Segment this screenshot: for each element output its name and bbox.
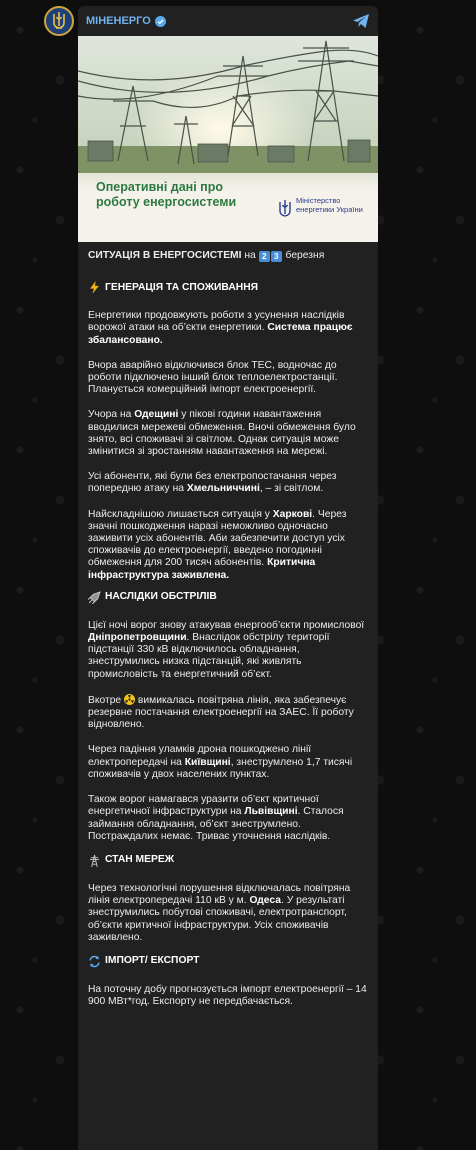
headline-on: на [244, 250, 256, 261]
text: Через технологічні порушення відключалась повітряна лінія електропередачі 110 кВ у м. [88, 882, 351, 907]
text: вимикалась повітряна лінія, яка забезпечує резервне постачання електроенергії на ЗАЕС. Її роботу відновлено. [88, 694, 354, 731]
digit-emoji: 2 [259, 251, 270, 262]
text: Учора на [88, 409, 135, 421]
text: . Через значні пошкодження наразі неможливо одночасно заживити усіх абонентів. Аби забезпечити доступ усіх споживачів до електроенергії, введено погодинні обмеження для 200 тисяч абонентів. [88, 508, 347, 569]
text: . Сталося займання обладнання, об’єкт знеструмлено. Постраждалих немає. Триває уточнення наслідків. [88, 806, 344, 842]
bold-text: Хмельниччині [186, 483, 260, 495]
section-grid-title [88, 854, 368, 867]
bold-text: Одеса [249, 895, 281, 907]
section-title: СТАН МЕРЕЖ [105, 854, 175, 866]
text: Також ворог намагався уразити об’єкт критичної енергетичної інфраструктури на [88, 794, 319, 818]
section-title: ГЕНЕРАЦІЯ ТА СПОЖИВАННЯ [105, 281, 259, 293]
text: . Внаслідок обстрілу території підстанції 330 кВ відключилось обладнання, знеструмились низка підстанцій, які живлять промисловість та енергетичний об’єкт. [88, 632, 330, 680]
banner-image [78, 36, 378, 242]
power-tower-icon [88, 854, 101, 867]
post-header [78, 6, 378, 36]
banner-title: Оперативні дані про роботу енергосистеми [96, 180, 237, 209]
bold-text: Київщині [184, 756, 231, 768]
trident-icon [278, 199, 292, 219]
missile-icon [88, 591, 101, 604]
verified-badge-icon [155, 16, 166, 27]
bold-text: Дніпропетровщини [88, 632, 187, 644]
headline [88, 250, 368, 262]
bold-text: Одещині [134, 409, 179, 421]
telegram-share-icon[interactable] [352, 12, 370, 30]
text: , – зі світлом. [259, 483, 324, 495]
section-import-title [88, 955, 368, 968]
bold-text: Система працює збалансовано. [88, 322, 353, 346]
channel-avatar[interactable] [44, 6, 74, 36]
lightning-icon [88, 281, 101, 294]
paragraph: На поточну добу прогнозується імпорт електроенергії – 14 900 МВт*год. Експорту не передбачається. [88, 983, 367, 1008]
banner-ministry: Міністерство енергетики України [296, 196, 363, 214]
post-text [78, 242, 378, 1008]
text: Енергетики продовжують роботи з усунення наслідків ворожої атаки на об’єкти енергетики. [88, 310, 345, 334]
bold-text: Харкові [272, 508, 313, 520]
paragraph [88, 409, 368, 458]
headline-month: березня [285, 250, 325, 261]
section-title: ІМПОРТ/ ЕКСПОРТ [105, 955, 200, 967]
digit-emoji: 3 [271, 251, 282, 262]
bold-text: Львівщині [244, 806, 298, 818]
text: Вкотре [88, 694, 125, 706]
section-generation-title [88, 281, 368, 294]
radiation-icon [124, 694, 135, 705]
coat-of-arms-icon [51, 11, 67, 31]
headline-prefix: СИТУАЦІЯ В ЕНЕРГОСИСТЕМІ [88, 250, 242, 261]
section-shelling-title [88, 591, 368, 604]
paragraph [88, 471, 368, 495]
text: , знеструмлено 1,7 тисячі споживачів у двох населених пунктах. [88, 756, 353, 780]
text: Цієї ночі ворог знову атакував енергооб’єкти промислової [88, 619, 365, 631]
text: . У результаті знеструмились побутові споживачі, електротранспорт, об’єкти критичної інфраструктури. Усіх споживачів заживлено. [88, 895, 347, 943]
text: Усі абоненти, які були без електропостачання через попередню атаку на [88, 471, 337, 495]
cycle-arrows-icon [88, 955, 101, 968]
paragraph: Вчора аварійно відключився блок ТЕС, водночас до роботи підключено інший блок теплоелектростанції. Планується комерційний імпорт електроенергії. [88, 359, 338, 396]
text: Через падіння уламків дрона пошкоджено лінії електропередачі на [88, 744, 312, 768]
paragraph [88, 744, 368, 781]
bold-text: Критична інфраструктура заживлена. [88, 557, 316, 581]
text: у пікові години навантаження вводилися мережеві обмеження. Вночі обмеження було знято, всі споживачі зі світлом. Однак ситуація може змінитися зі зростанням навантаження на мережі. [88, 409, 356, 458]
paragraph [88, 794, 368, 843]
channel-post [78, 6, 378, 1150]
paragraph [88, 694, 368, 732]
section-title: НАСЛІДКИ ОБСТРІЛІВ [105, 591, 217, 603]
channel-name[interactable]: МІНЕНЕРГО [86, 15, 151, 27]
paragraph [88, 620, 368, 681]
text: Найскладнішою лишається ситуація у [88, 508, 273, 520]
paragraph [88, 509, 368, 582]
paragraph [88, 883, 368, 944]
paragraph [88, 310, 368, 347]
